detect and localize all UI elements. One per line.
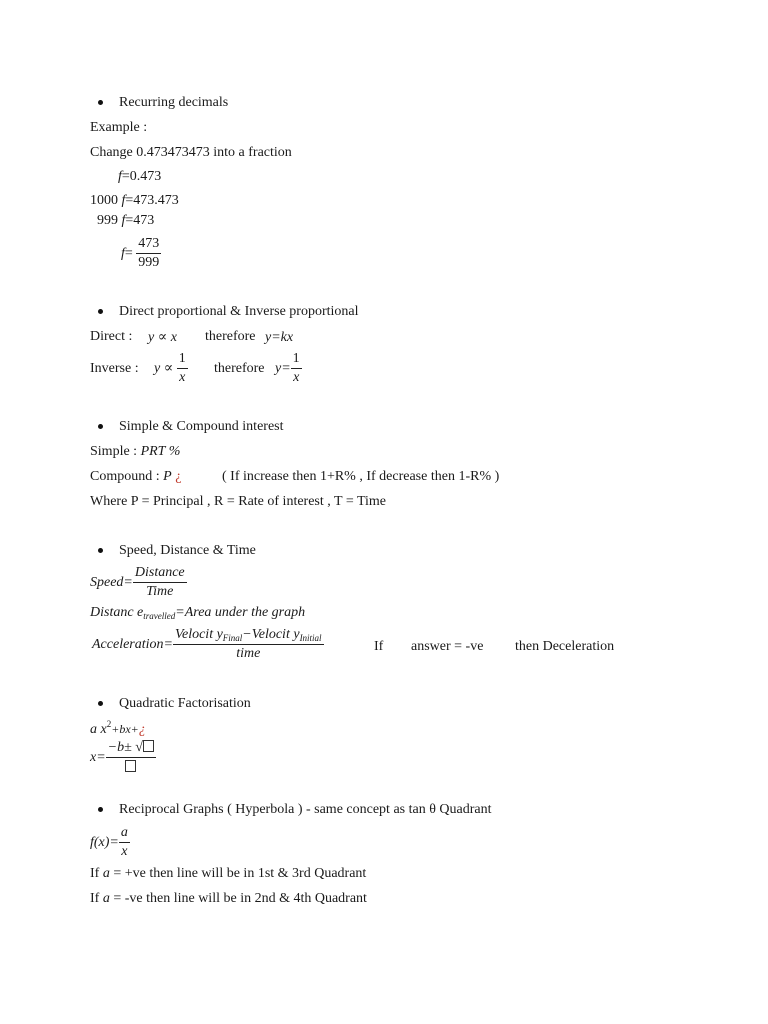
coef: 999 [97, 213, 118, 228]
numerator: a [119, 826, 130, 843]
superscript: 2 [106, 719, 112, 729]
denominator: x [179, 369, 186, 385]
equation-1000f [90, 194, 179, 208]
var-f: f [121, 245, 125, 261]
rhs: =473 [125, 213, 155, 228]
var-f: f [118, 169, 122, 184]
inverse-lhs: y ∝ [154, 360, 174, 376]
simple-interest [90, 445, 180, 459]
bullet [98, 807, 103, 812]
missing-glyph-icon [143, 740, 154, 752]
positive-a-rule [90, 867, 366, 881]
if: If [90, 866, 100, 881]
rule-text: = +ve then line will be in 1st & 3rd Quadrant [113, 866, 367, 881]
equation-999f [97, 214, 154, 228]
direct-label: Direct : [90, 329, 133, 344]
numerator: 473 [136, 237, 161, 254]
fraction [136, 237, 161, 270]
compound-p: P [163, 469, 172, 484]
fraction [291, 352, 302, 385]
velocity-final: Velocit y [174, 627, 223, 642]
fraction [173, 628, 324, 661]
fraction [106, 740, 156, 775]
bullet [98, 701, 103, 706]
heading-reciprocal-graphs [119, 803, 492, 817]
fraction [133, 566, 187, 599]
numerator [173, 628, 324, 645]
denominator: x [121, 843, 128, 859]
speed-formula [90, 566, 187, 599]
bullet [98, 100, 103, 105]
simple-label: Simple : [90, 444, 138, 459]
quadratic-b: +bx+ [111, 722, 139, 736]
compound-interest [90, 470, 181, 484]
rule-text: = -ve then line will be in 2nd & 4th Quadrant [113, 891, 367, 906]
tan-theta: tan θ [408, 802, 436, 817]
numerator: Distance [133, 566, 187, 583]
equals: = [124, 245, 133, 261]
direct-result: y=kx [265, 330, 294, 345]
coef: 1000 [90, 193, 118, 208]
rhs: =0.473 [121, 169, 162, 184]
equation-f [118, 170, 161, 184]
fraction [119, 826, 130, 859]
denominator: x [293, 369, 300, 385]
acceleration-lhs: Acceleration= [92, 636, 173, 652]
subscript-initial: Initial [299, 633, 322, 643]
numerator: 1 [291, 352, 302, 369]
var-f: f [121, 193, 126, 208]
numerator: 1 [177, 352, 188, 369]
denominator: time [236, 645, 261, 661]
fraction [177, 352, 188, 385]
distance-a: Distanc e [90, 605, 144, 620]
bullet [98, 548, 103, 553]
rhs: =473.473 [125, 193, 179, 208]
var-a: a [102, 866, 110, 881]
speed-lhs: Speed= [90, 574, 133, 590]
heading-b: Quadrant [439, 802, 492, 817]
distance-subscript: travelled [143, 611, 176, 621]
if: If [90, 891, 100, 906]
missing-glyph-icon [125, 760, 136, 772]
deceleration-label: then Deceleration [515, 639, 615, 654]
f-lhs: f(x)= [90, 834, 119, 850]
inverse-label: Inverse : [90, 361, 139, 376]
equation-f-fraction [121, 237, 161, 270]
heading-a: Reciprocal Graphs ( Hyperbola ) - same concept as [119, 802, 406, 817]
where-definition: Where P = Principal , R = Rate of interest , T = Time [90, 494, 387, 509]
bullet [98, 309, 103, 314]
heading-quadratic: Quadratic Factorisation [119, 696, 251, 711]
denominator: 999 [138, 254, 160, 270]
if-label: If [374, 639, 384, 654]
bullet [98, 424, 103, 429]
x-lhs: x= [90, 749, 106, 765]
distance-formula [90, 606, 305, 620]
subscript-final: Final [222, 633, 243, 643]
numerator-text: −b± √ [107, 740, 143, 755]
distance-b: =Area under the graph [175, 605, 306, 620]
compound-note: ( If increase then 1+R% , If decrease then 1-R% ) [222, 469, 500, 484]
negative-a-rule [90, 892, 367, 906]
acceleration-formula [92, 628, 324, 661]
answer-label: answer = -ve [411, 639, 484, 654]
heading-speed-distance-time: Speed, Distance & Time [119, 543, 256, 558]
compound-label: Compound : [90, 469, 160, 484]
therefore-label: therefore [214, 361, 265, 376]
inverse-result-lhs: y= [275, 360, 291, 376]
numerator [106, 740, 156, 758]
velocity-initial: −Velocit y [242, 627, 300, 642]
var-f: f [121, 213, 126, 228]
inverse-result [275, 352, 302, 385]
simple-expression: PRT % [140, 444, 181, 459]
direct-expression: y ∝ x [148, 330, 177, 345]
therefore-label: therefore [205, 329, 256, 344]
task-text: Change 0.473473473 into a fraction [90, 145, 292, 160]
quadratic-glyph: ¿ [138, 722, 146, 737]
heading-recurring-decimals: Recurring decimals [119, 95, 229, 110]
quadratic-formula [90, 740, 156, 775]
inverse-expression [154, 352, 188, 385]
denominator: Time [146, 583, 174, 599]
denominator [123, 758, 138, 776]
compound-glyph: ¿ [175, 469, 182, 484]
var-a: a [102, 891, 110, 906]
quadratic-a: a x [90, 722, 107, 737]
example-label: Example : [90, 120, 148, 135]
heading-interest: Simple & Compound interest [119, 419, 284, 434]
reciprocal-formula [90, 826, 130, 859]
heading-proportion: Direct proportional & Inverse proportional [119, 304, 359, 319]
quadratic-expression [90, 719, 146, 737]
